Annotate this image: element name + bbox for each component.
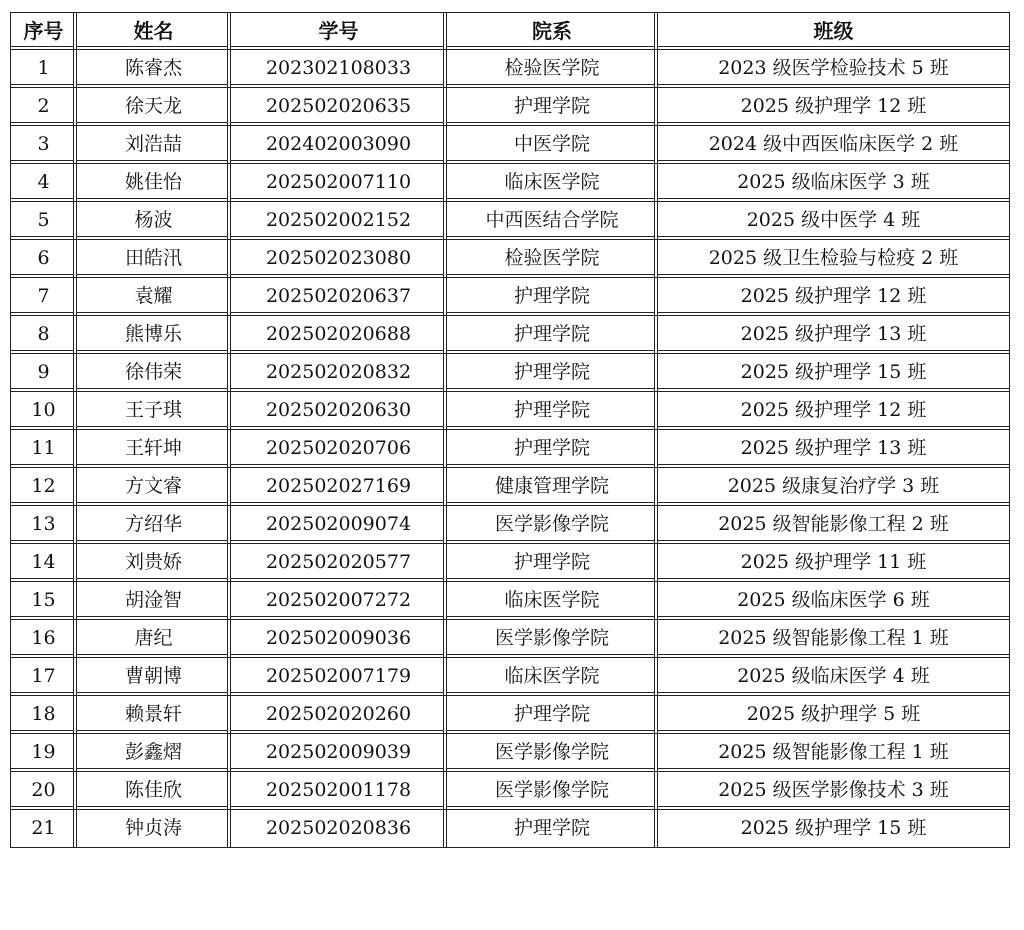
table-row xyxy=(11,354,1009,392)
cell-student-id: 202502009036 xyxy=(231,620,447,658)
cell-name: 方绍华 xyxy=(77,506,231,544)
cell-student-id: 202502020836 xyxy=(231,810,447,847)
cell-class: 2025 级康复治疗学 3 班 xyxy=(658,468,1009,506)
cell-name: 徐伟荣 xyxy=(77,354,231,392)
table-row xyxy=(11,430,1009,468)
table-row xyxy=(11,392,1009,430)
cell-department: 临床医学院 xyxy=(447,164,658,202)
table-row xyxy=(11,202,1009,240)
table-row xyxy=(11,620,1009,658)
cell-name: 陈佳欣 xyxy=(77,772,231,810)
cell-index: 19 xyxy=(11,734,77,772)
cell-name: 陈睿杰 xyxy=(77,50,231,88)
cell-department: 护理学院 xyxy=(447,430,658,468)
cell-index: 16 xyxy=(11,620,77,658)
cell-index: 3 xyxy=(11,126,77,164)
table-row xyxy=(11,810,1009,847)
cell-student-id: 202502007110 xyxy=(231,164,447,202)
cell-index: 20 xyxy=(11,772,77,810)
table-row xyxy=(11,126,1009,164)
cell-class: 2025 级护理学 13 班 xyxy=(658,316,1009,354)
cell-index: 17 xyxy=(11,658,77,696)
cell-class: 2025 级临床医学 6 班 xyxy=(658,582,1009,620)
cell-student-id: 202502020832 xyxy=(231,354,447,392)
cell-class: 2025 级中医学 4 班 xyxy=(658,202,1009,240)
cell-index: 14 xyxy=(11,544,77,582)
cell-class: 2025 级护理学 12 班 xyxy=(658,278,1009,316)
table-row xyxy=(11,468,1009,506)
cell-student-id: 202502020577 xyxy=(231,544,447,582)
cell-index: 10 xyxy=(11,392,77,430)
cell-name: 王轩坤 xyxy=(77,430,231,468)
cell-class: 2025 级卫生检验与检疫 2 班 xyxy=(658,240,1009,278)
cell-class: 2025 级护理学 13 班 xyxy=(658,430,1009,468)
table-row xyxy=(11,164,1009,202)
header-class: 班级 xyxy=(658,13,1009,50)
cell-student-id: 202502020706 xyxy=(231,430,447,468)
table-row xyxy=(11,696,1009,734)
cell-student-id: 202502007272 xyxy=(231,582,447,620)
cell-student-id: 202502007179 xyxy=(231,658,447,696)
table-row xyxy=(11,658,1009,696)
cell-class: 2025 级智能影像工程 1 班 xyxy=(658,734,1009,772)
cell-department: 医学影像学院 xyxy=(447,734,658,772)
table-row xyxy=(11,734,1009,772)
table-row xyxy=(11,240,1009,278)
cell-index: 7 xyxy=(11,278,77,316)
cell-class: 2023 级医学检验技术 5 班 xyxy=(658,50,1009,88)
cell-department: 中医学院 xyxy=(447,126,658,164)
cell-index: 15 xyxy=(11,582,77,620)
cell-class: 2025 级临床医学 3 班 xyxy=(658,164,1009,202)
header-name: 姓名 xyxy=(77,13,231,50)
cell-name: 钟贞涛 xyxy=(77,810,231,847)
cell-department: 医学影像学院 xyxy=(447,620,658,658)
cell-class: 2025 级智能影像工程 2 班 xyxy=(658,506,1009,544)
student-roster-table xyxy=(10,12,1010,848)
cell-class: 2025 级临床医学 4 班 xyxy=(658,658,1009,696)
roster-body xyxy=(11,50,1009,847)
cell-department: 护理学院 xyxy=(447,392,658,430)
cell-index: 5 xyxy=(11,202,77,240)
cell-name: 胡淦智 xyxy=(77,582,231,620)
cell-class: 2025 级护理学 12 班 xyxy=(658,392,1009,430)
cell-student-id: 202502002152 xyxy=(231,202,447,240)
cell-class: 2025 级护理学 12 班 xyxy=(658,88,1009,126)
table-row xyxy=(11,506,1009,544)
cell-student-id: 202502020635 xyxy=(231,88,447,126)
cell-department: 医学影像学院 xyxy=(447,772,658,810)
cell-class: 2025 级护理学 15 班 xyxy=(658,354,1009,392)
cell-student-id: 202502023080 xyxy=(231,240,447,278)
header-department: 院系 xyxy=(447,13,658,50)
cell-name: 王子琪 xyxy=(77,392,231,430)
cell-index: 11 xyxy=(11,430,77,468)
header-index: 序号 xyxy=(11,13,77,50)
cell-department: 临床医学院 xyxy=(447,582,658,620)
cell-department: 健康管理学院 xyxy=(447,468,658,506)
table-row xyxy=(11,316,1009,354)
cell-department: 护理学院 xyxy=(447,316,658,354)
cell-department: 护理学院 xyxy=(447,88,658,126)
cell-department: 护理学院 xyxy=(447,544,658,582)
cell-name: 唐纪 xyxy=(77,620,231,658)
cell-index: 8 xyxy=(11,316,77,354)
cell-index: 6 xyxy=(11,240,77,278)
cell-name: 姚佳怡 xyxy=(77,164,231,202)
header-student-id: 学号 xyxy=(231,13,447,50)
cell-name: 杨波 xyxy=(77,202,231,240)
cell-name: 刘贵娇 xyxy=(77,544,231,582)
cell-department: 护理学院 xyxy=(447,354,658,392)
cell-name: 方文睿 xyxy=(77,468,231,506)
cell-class: 2025 级护理学 5 班 xyxy=(658,696,1009,734)
cell-department: 中西医结合学院 xyxy=(447,202,658,240)
cell-department: 护理学院 xyxy=(447,810,658,847)
cell-index: 9 xyxy=(11,354,77,392)
cell-index: 21 xyxy=(11,810,77,847)
cell-department: 医学影像学院 xyxy=(447,506,658,544)
cell-index: 18 xyxy=(11,696,77,734)
cell-class: 2025 级医学影像技术 3 班 xyxy=(658,772,1009,810)
cell-student-id: 202502009039 xyxy=(231,734,447,772)
cell-student-id: 202502001178 xyxy=(231,772,447,810)
table-row xyxy=(11,544,1009,582)
cell-index: 13 xyxy=(11,506,77,544)
table-row xyxy=(11,772,1009,810)
cell-student-id: 202502027169 xyxy=(231,468,447,506)
cell-index: 4 xyxy=(11,164,77,202)
cell-student-id: 202502020260 xyxy=(231,696,447,734)
cell-student-id: 202502009074 xyxy=(231,506,447,544)
cell-student-id: 202402003090 xyxy=(231,126,447,164)
header-row xyxy=(11,13,1009,50)
table-row xyxy=(11,88,1009,126)
cell-student-id: 202502020688 xyxy=(231,316,447,354)
table-row xyxy=(11,50,1009,88)
cell-class: 2025 级护理学 11 班 xyxy=(658,544,1009,582)
cell-student-id: 202302108033 xyxy=(231,50,447,88)
cell-department: 护理学院 xyxy=(447,696,658,734)
cell-name: 曹朝博 xyxy=(77,658,231,696)
cell-class: 2025 级护理学 15 班 xyxy=(740,817,927,839)
cell-index: 12 xyxy=(11,468,77,506)
cell-index: 1 xyxy=(11,50,77,88)
cell-name: 彭鑫熠 xyxy=(77,734,231,772)
cell-class: 2025 级智能影像工程 1 班 xyxy=(658,620,1009,658)
cell-name: 刘浩喆 xyxy=(77,126,231,164)
cell-name: 赖景轩 xyxy=(77,696,231,734)
cell-department: 检验医学院 xyxy=(447,240,658,278)
cell-name: 徐天龙 xyxy=(77,88,231,126)
cell-student-id: 202502020630 xyxy=(231,392,447,430)
cell-name: 田皓汛 xyxy=(77,240,231,278)
cell-class: 2024 级中西医临床医学 2 班 xyxy=(658,126,1009,164)
cell-name: 熊博乐 xyxy=(77,316,231,354)
roster-table-container xyxy=(10,12,1008,848)
cell-index: 2 xyxy=(11,88,77,126)
cell-department: 检验医学院 xyxy=(447,50,658,88)
cell-department: 护理学院 xyxy=(447,278,658,316)
table-row xyxy=(11,582,1009,620)
cell-student-id: 202502020637 xyxy=(231,278,447,316)
cell-department: 临床医学院 xyxy=(447,658,658,696)
cell-name: 袁耀 xyxy=(77,278,231,316)
table-row xyxy=(11,278,1009,316)
